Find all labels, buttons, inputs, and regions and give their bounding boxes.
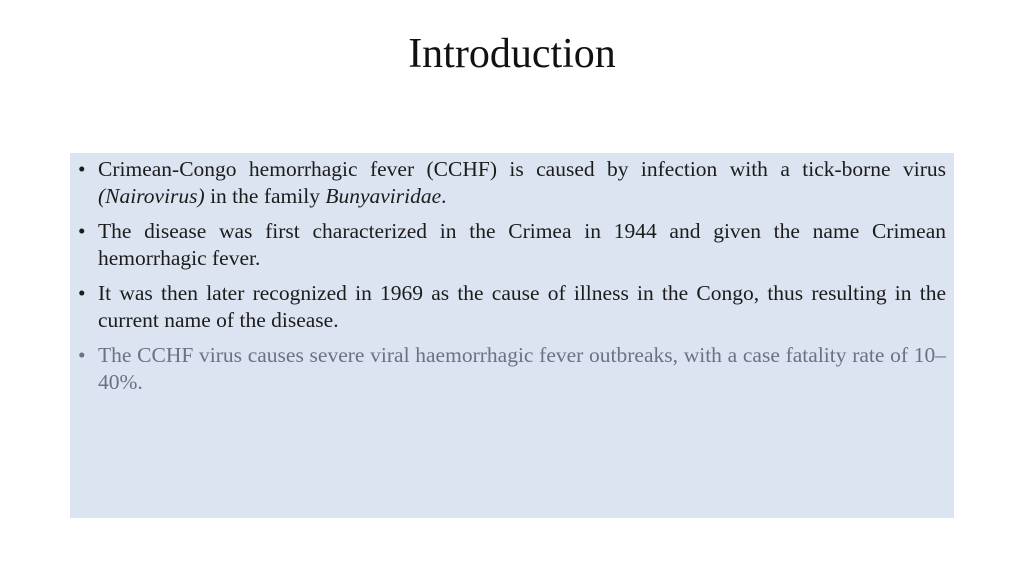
bullet-dot-icon: • xyxy=(78,343,86,367)
bullet-dot-icon: • xyxy=(78,281,86,305)
bullet-1-italic-genus: (Nairovirus) xyxy=(98,184,205,208)
bullet-3-text: It was then later recognized in 1969 as the cause of illness in the Congo, thus resulting in the current name of the disease. xyxy=(98,281,946,332)
bullet-1-text-cont: in the family xyxy=(204,184,326,208)
bullet-list xyxy=(78,156,946,396)
slide-title: Introduction xyxy=(408,31,616,77)
bullet-2-text: The disease was first characterized in the Crimea in 1944 and given the name Crimean hemorrhagic fever. xyxy=(98,219,946,270)
bullet-1-period: . xyxy=(441,184,447,208)
content-box xyxy=(70,153,954,518)
bullet-1-text: Crimean-Congo hemorrhagic fever (CCHF) is caused by infection with a tick-borne virus xyxy=(98,157,946,181)
bullet-item-1 xyxy=(78,156,946,210)
bullet-4-text: The CCHF virus causes severe viral haemorrhagic fever outbreaks, with a case fatality rate of 10–40%. xyxy=(98,343,946,394)
bullet-1-italic-family: Bunyaviridae xyxy=(325,184,442,208)
bullet-item-2 xyxy=(78,218,946,272)
bullet-item-4 xyxy=(78,342,946,396)
bullet-dot-icon: • xyxy=(78,157,86,181)
bullet-item-3 xyxy=(78,280,946,334)
bullet-dot-icon: • xyxy=(78,219,86,243)
